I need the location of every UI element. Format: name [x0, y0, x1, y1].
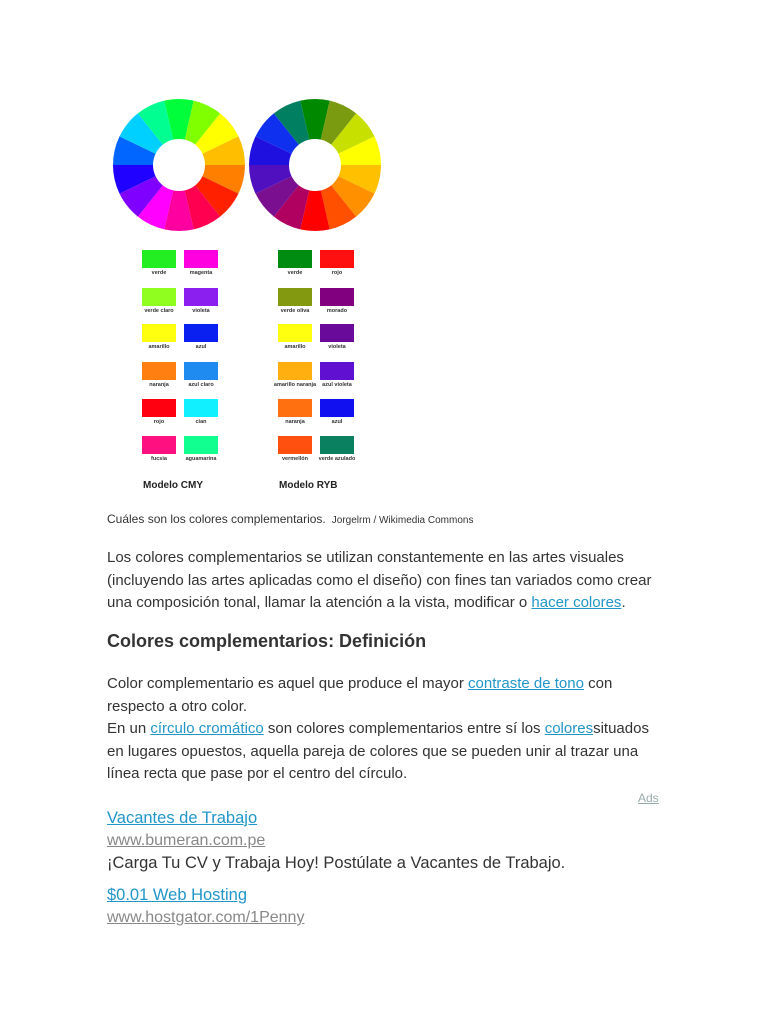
- swatch-label: azul claro: [188, 382, 214, 388]
- hacer-colores-link[interactable]: hacer colores: [531, 594, 622, 611]
- swatch-label: magenta: [189, 270, 213, 276]
- intro-text: Los colores complementarios se utilizan constantemente en las artes visuales (incluyendo las artes aplicadas como el diseño) con fines tan variados como crear una composición tonal, llamar la atención a la vista, modificar o: [107, 549, 652, 611]
- swatch-label: verde claro: [144, 308, 174, 314]
- cmy-model-label: Modelo CMY: [143, 480, 203, 491]
- color-swatch: [184, 250, 218, 268]
- caption-text: Cuáles son los colores complementarios.: [107, 512, 326, 526]
- color-swatch: [184, 436, 218, 454]
- color-swatch: [142, 324, 176, 342]
- swatch-label: cian: [195, 419, 207, 425]
- ryb-model-label: Modelo RYB: [279, 480, 338, 491]
- swatch-label: verde azulado: [318, 456, 356, 462]
- swatch-label: verde oliva: [280, 308, 310, 314]
- swatch-label: rojo: [331, 270, 343, 276]
- swatch-label: vermellón: [282, 456, 308, 462]
- definition-line-2: [107, 718, 663, 786]
- color-swatch: [184, 288, 218, 306]
- color-swatch: [320, 250, 354, 268]
- color-swatch: [278, 324, 312, 342]
- intro-paragraph: [107, 547, 663, 615]
- swatch-label: naranja: [285, 419, 305, 425]
- swatch-label: amarillo naranja: [273, 382, 317, 388]
- ad-title[interactable]: $0.01 Web Hosting: [107, 886, 248, 904]
- color-swatch: [278, 399, 312, 417]
- color-swatch: [142, 399, 176, 417]
- swatch-label: morado: [326, 308, 348, 314]
- contraste-de-tono-link[interactable]: contraste de tono: [468, 675, 584, 692]
- ad-url[interactable]: www.bumeran.com.pe: [107, 832, 266, 849]
- swatch-label: azul violeta: [322, 382, 352, 388]
- color-swatch: [184, 362, 218, 380]
- definition-text-2: En un: [107, 720, 151, 737]
- color-swatch: [142, 436, 176, 454]
- color-wheels-figure: [112, 98, 388, 498]
- color-swatch: [184, 324, 218, 342]
- definition-text-4: situados en lugares opuestos, aquella pareja de colores que se pueden unir al trazar una línea recta que pase por el centro del círculo.: [107, 720, 649, 782]
- color-swatch: [184, 399, 218, 417]
- color-swatch: [278, 288, 312, 306]
- definition-text: Color complementario es aquel que produce el mayor: [107, 675, 469, 692]
- color-swatch: [320, 288, 354, 306]
- definition-text-end: con respecto a otro color.: [107, 675, 613, 715]
- swatch-label: fucsia: [151, 456, 167, 462]
- color-swatch: [320, 399, 354, 417]
- ads-label[interactable]: Ads: [638, 791, 659, 805]
- swatch-label: aguamarina: [185, 456, 217, 462]
- color-swatch: [278, 250, 312, 268]
- definition-line-1: [107, 673, 663, 718]
- section-title: Colores complementarios: Definición: [107, 631, 427, 651]
- color-swatch: [142, 362, 176, 380]
- figure-caption: [107, 512, 473, 526]
- ryb-color-wheel: [248, 98, 382, 232]
- swatch-label: rojo: [153, 419, 165, 425]
- color-swatch: [278, 362, 312, 380]
- color-swatch: [320, 362, 354, 380]
- swatch-label: verde: [151, 270, 167, 276]
- definition-text-3: son colores complementarios entre sí los: [263, 720, 545, 737]
- ad-url[interactable]: www.hostgator.com/1Penny: [107, 909, 305, 926]
- swatch-label: verde: [287, 270, 303, 276]
- color-swatch: [320, 436, 354, 454]
- circulo-cromatico-link[interactable]: círculo cromático: [150, 720, 264, 737]
- ad-title[interactable]: Vacantes de Trabajo: [107, 809, 258, 827]
- swatch-label: azul: [195, 344, 207, 350]
- swatch-label: amarillo: [148, 344, 170, 350]
- intro-text-end: .: [621, 594, 626, 611]
- swatch-label: azul: [331, 419, 343, 425]
- definition-paragraph: [107, 673, 663, 786]
- color-swatch: [142, 288, 176, 306]
- swatch-label: violeta: [192, 308, 210, 314]
- swatch-label: naranja: [149, 382, 169, 388]
- swatch-label: violeta: [328, 344, 346, 350]
- color-swatch: [320, 324, 354, 342]
- colores-link[interactable]: colores: [544, 720, 594, 737]
- color-swatch: [278, 436, 312, 454]
- color-swatch: [142, 250, 176, 268]
- caption-credit: Jorgelrm / Wikimedia Commons: [331, 515, 474, 526]
- ad-description: ¡Carga Tu CV y Trabaja Hoy! Postúlate a Vacantes de Trabajo.: [107, 854, 566, 872]
- cmy-color-wheel: [112, 98, 246, 232]
- swatch-label: amarillo: [284, 344, 306, 350]
